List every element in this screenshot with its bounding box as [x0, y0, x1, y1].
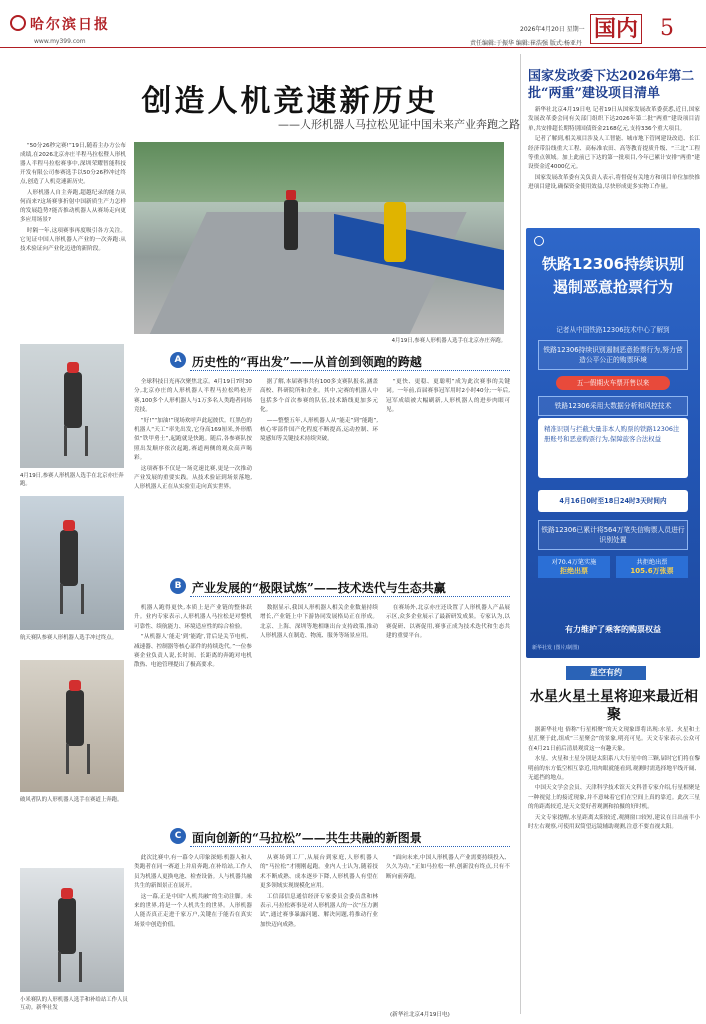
- section-title: 历史性的“再出发”——从首创到领跑的跨越: [192, 355, 422, 369]
- body-paragraph: “更快、更稳、更聪明”成为此次赛事的关键词。一年前,首届赛事冠军用时2小时40分;一年后,冠军成绩被大幅刷新,人形机器人的进步肉眼可见。: [386, 379, 510, 414]
- section-label: 国内: [590, 14, 642, 44]
- poster-subtitle: 记者从中国铁路12306技术中心了解到: [556, 326, 670, 334]
- intro-text: [20, 142, 126, 256]
- robot-figure-icon: [66, 690, 84, 746]
- intro-paragraph: “50分26秒完赛!”19日,随着主办方公布成绩,在2026北京亦庄半程马拉松暨人形机器人半程马拉松赛事中,深圳荣耀智能科技开发有限公司参赛选手以50分26秒冲过终点,创造了人机竞速新历史。: [20, 143, 126, 185]
- mars-article-body: [528, 726, 700, 833]
- poster-info-card: 精准识别与拦截大量非本人购票的铁路12306注册账号和恶意购票行为,保障旅客合法权益: [538, 418, 688, 478]
- photo-robot-4: [20, 868, 124, 992]
- body-paragraph: 新华社北京4月19日电 记者19日从国家发展改革委获悉,近日,国家发展改革委会同有关部门组织下达2026年第二批“两重”建设项目清单,共安排超长期特别国债资金2168亿元,支持336个重大项目。: [528, 107, 700, 132]
- intro-paragraph: 人形机器人自主奔跑,超越纪录的能力从何而来?这场赛事折射中国新质生产力怎样的发展趋势?能否推动机器人从赛场走向更多应用场景?: [20, 190, 126, 223]
- stat-value: 拒绝出票: [560, 567, 588, 575]
- section-a-col-1: [134, 378, 252, 494]
- section-b-heading: [170, 578, 510, 598]
- photo-robot-3: [20, 660, 124, 792]
- poster-pill: 五一假期火车票开售以来: [556, 376, 670, 390]
- railway-poster: [526, 228, 700, 658]
- main-subheadline: ——人形机器人马拉松见证中国未来产业奔跑之路: [278, 118, 520, 131]
- poster-footer: 新华社发 (图片/制图): [532, 645, 580, 651]
- hero-caption: 4月19日,参赛人形机器人选手在北京亦庄奔跑。: [391, 338, 506, 344]
- logo-mark-icon: [10, 15, 26, 31]
- body-paragraph: 据新华社电 俗称“行星相聚”的天文现象即将出现:水星、火星和土星汇聚于此,组成“三星聚会”的景象,明亮可见。天文专家表示,公众可在4月21日前后清晨观赏这一有趣天象。: [528, 727, 700, 752]
- poster-summary-box: 铁路12306持续识别遏制恶意抢票行为,努力营造公平公正的购票环境: [538, 340, 688, 370]
- poster-time-card: 4月16日0时至18日24时3天时间内: [538, 490, 688, 512]
- editors-line: 责任编辑:于振华 编辑:崔浩强 版式:杨亚丹: [470, 40, 582, 47]
- site-url[interactable]: www.my399.com: [34, 38, 86, 45]
- section-badge: A: [170, 352, 186, 368]
- section-c-heading: [170, 828, 510, 848]
- poster-count-box: 铁路12306已累计将564万笔失信购票人员进行识别处置: [538, 520, 688, 550]
- photo-caption: 破风者队的人形机器人选手在赛道上奔跑。: [20, 797, 123, 803]
- section-title: 产业发展的“极限试炼”——技术迭代与生态共赢: [192, 581, 446, 595]
- stat-value: 105.6万张票: [630, 567, 674, 575]
- mars-headline: 水星火星土星将迎来最近相聚: [530, 689, 698, 723]
- body-paragraph: 机器人跑得更快,本质上是产业链的整体跃升。业内专家表示,人形机器人马拉松是对整机可靠性、续航能力、环境适应性的综合检验。: [134, 605, 252, 630]
- stat-label: 对70.4万笔实施: [551, 559, 597, 566]
- poster-stat-1: [538, 556, 610, 578]
- main-headline: 创造人机竞速新历史: [141, 84, 439, 119]
- section-c-col-1: [134, 854, 252, 931]
- body-paragraph: 此次比赛中,有一幕令人印象深刻:机器人和人类跑者在同一赛道上并肩奔跑,在补给站,工作人员为机器人更换电池、检查设备。人与机器共融共生的新图景正在展开。: [134, 855, 252, 890]
- body-paragraph: 数据显示,我国人形机器人相关企业数量持续增长,产业链上中下游协同发展格局正在形成。北京、上海、深圳等地相继出台支持政策,推动人形机器人在制造、物流、服务等场景应用。: [260, 605, 378, 640]
- body-paragraph: 这一幕,正是中国“人机共融”的生动注脚。未来的世界,将是一个人机共生的世界。人形机器人能否真正走进千家万户,关键在于能否在真实场景中创造价值。: [134, 893, 252, 928]
- section-a-heading: [170, 352, 510, 372]
- robot-figure-icon: [284, 200, 298, 250]
- column-divider: [520, 54, 521, 1014]
- dateline: 2026年4月20日 星期一: [520, 26, 585, 33]
- section-a-col-2: [260, 378, 378, 446]
- poster-bottom-line: 有力维护了乘客的购票权益: [565, 625, 661, 634]
- body-paragraph: “好!”“加油!”现场欢呼声此起彼伏。红黑色的机器人“天工”率先出发,它身高169厘米,外形酷似“铁甲勇士”,起跑就是快跑。随后,各参赛队按照出发顺序依次起跑,赛道两侧的观众高声喝彩。: [134, 417, 252, 462]
- section-a-col-3: [386, 378, 510, 417]
- right-headline: 国家发改委下达2026年第二批“两重”建设项目清单: [528, 69, 695, 101]
- section-b-col-1: [134, 604, 252, 672]
- body-paragraph: 工信部信息通信经济专家委员会委员盘和林表示,马拉松赛事是对人形机器人的一次“压力测试”,通过赛事暴露问题、解决问题,将推动行业加快迈向成熟。: [260, 893, 378, 928]
- photo-robot-1: [20, 344, 124, 468]
- intro-paragraph: 时隔一年,这项赛事再度吸引各方关注。它见证中国人形机器人产业的一次奔跑:从技术验证向产业化迈进的新阶段。: [20, 228, 126, 252]
- robot-figure-icon: [64, 372, 82, 428]
- poster-stat-2: [616, 556, 688, 578]
- photo-trees: [134, 142, 504, 202]
- body-paragraph: 中国天文学会会员、天津科学技术馆天文科普专家介绍,行星相聚是一种视觉上的接近现象,并不意味着它们在空间上真的靠近。此次三星的角距离较近,是天文爱好者观测和拍摄的好时机。: [528, 785, 700, 811]
- photo-caption: 航天赛队参赛人形机器人选手冲过终点。: [20, 635, 118, 641]
- body-paragraph: 国家发展改革委有关负责人表示,将督促有关地方和项目单位加快推进项目建设,确保资金使用效益,尽快形成更多实物工作量。: [528, 174, 700, 191]
- robot-figure-icon: [60, 530, 78, 586]
- body-paragraph: 天文专家提醒,水星距离太阳较近,观测窗口较短,建议在日出前半小时左右观察,可使用双筒望远镜辅助观测,注意不要直视太阳。: [528, 814, 700, 831]
- source-note: (新华社北京4月19日电): [390, 1012, 450, 1018]
- paper-name: 哈尔滨日报: [30, 17, 110, 33]
- person-figure-icon: [384, 202, 406, 262]
- body-paragraph: 据了解,本届赛事共有100多支赛队报名,涵盖高校、科研院所和企业。其中,完赛的机器人中包括多个首次参赛的队伍,技术路线更加多元化。: [260, 379, 378, 414]
- paper-logo[interactable]: [10, 14, 110, 34]
- photo-robot-2: [20, 496, 124, 630]
- section-b-col-2: [260, 604, 378, 643]
- masthead: [0, 0, 706, 48]
- section-badge: B: [170, 578, 186, 594]
- column-label: 星空有约: [566, 666, 646, 680]
- section-divider: [190, 596, 510, 597]
- photo-caption: 小米赛队的人形机器人选手和补给站工作人员互动。新华社发: [20, 997, 128, 1011]
- body-paragraph: 这项赛事不仅是一场竞速比赛,更是一次推动产业发展的重要实践。从技术验证到场景落地,人形机器人正在从实验室走向真实世界。: [134, 465, 252, 491]
- body-paragraph: ——整整五年,人形机器人从“能走”到“能跑”,核心零部件国产化程度不断提高,运动控制、环境感知等关键技术持续突破。: [260, 417, 378, 443]
- robot-figure-icon: [58, 898, 76, 954]
- section-title: 面向创新的“马拉松”——共生共融的新图景: [192, 831, 422, 845]
- stat-label: 共拒绝出票: [636, 559, 668, 566]
- section-c-col-2: [260, 854, 378, 931]
- right-article-body: [528, 106, 700, 194]
- body-paragraph: “从机器人‘能走’到‘能跑’,背后是关节电机、减速器、控制器等核心部件的持续迭代。”一位参赛企业负责人说,长时间、长距离的奔跑对电机散热、电池管理提出了极高要求。: [134, 634, 252, 669]
- body-paragraph: 全球科技日光再次聚焦北京。4月19日7时30分,北京亦庄的人形机器人半程马拉松鸣枪开赛,100多个人形机器人与1万多名人类跑者同场竞技。: [134, 379, 252, 414]
- poster-headline-2: 遏制恶意抢票行为: [552, 278, 673, 296]
- body-paragraph: “面向未来,中国人形机器人产业需要持续投入、久久为功。”正如马拉松一样,创新没有终点,只有不断向前奔跑。: [386, 855, 510, 880]
- section-divider: [190, 370, 510, 371]
- page-number: 5: [660, 16, 674, 41]
- poster-headline-1: 铁路12306持续识别: [541, 255, 685, 273]
- photo-track: [141, 212, 466, 334]
- body-paragraph: 从赛场到工厂,从展台到家庭,人形机器人的“马拉松”才刚刚起跑。业内人士认为,随着技术不断成熟、成本逐步下降,人形机器人有望在更多领域实现规模化应用。: [260, 855, 378, 890]
- photo-caption: 4月19日,参赛人形机器人选手在北京亦庄奔跑。: [20, 473, 124, 487]
- body-paragraph: 在赛场外,北京亦庄还设置了人形机器人产品展示区,众多企业展示了最新研发成果。专家认为,以赛促研、以赛促用,赛事正成为技术迭代和生态共建的重要平台。: [386, 605, 510, 640]
- hero-photo: [134, 142, 504, 334]
- body-paragraph: 水星、火星和土星分别是太阳系八大行星中的三颗,届时它们将在黎明前的东方低空相互靠近,用肉眼就能看到,观测时需选择地平线开阔、无遮挡的地点。: [528, 756, 700, 782]
- poster-tech-box: 铁路12306采用大数据分析和风控技术: [538, 396, 688, 416]
- section-divider: [190, 846, 510, 847]
- xinhua-logo-icon: [534, 236, 544, 246]
- body-paragraph: 记者了解到,相关项目涉及人工智能、城市地下管网建设改造、长江经济带沿线重大工程、高标准农田、高等教育提质升级、“三北”工程等重点领域。加上此前已下达的第一批项目,今年已累计安排“两重”建设资金近4000亿元。: [528, 136, 700, 171]
- section-b-col-3: [386, 604, 510, 643]
- section-badge: C: [170, 828, 186, 844]
- section-c-col-3: [386, 854, 510, 883]
